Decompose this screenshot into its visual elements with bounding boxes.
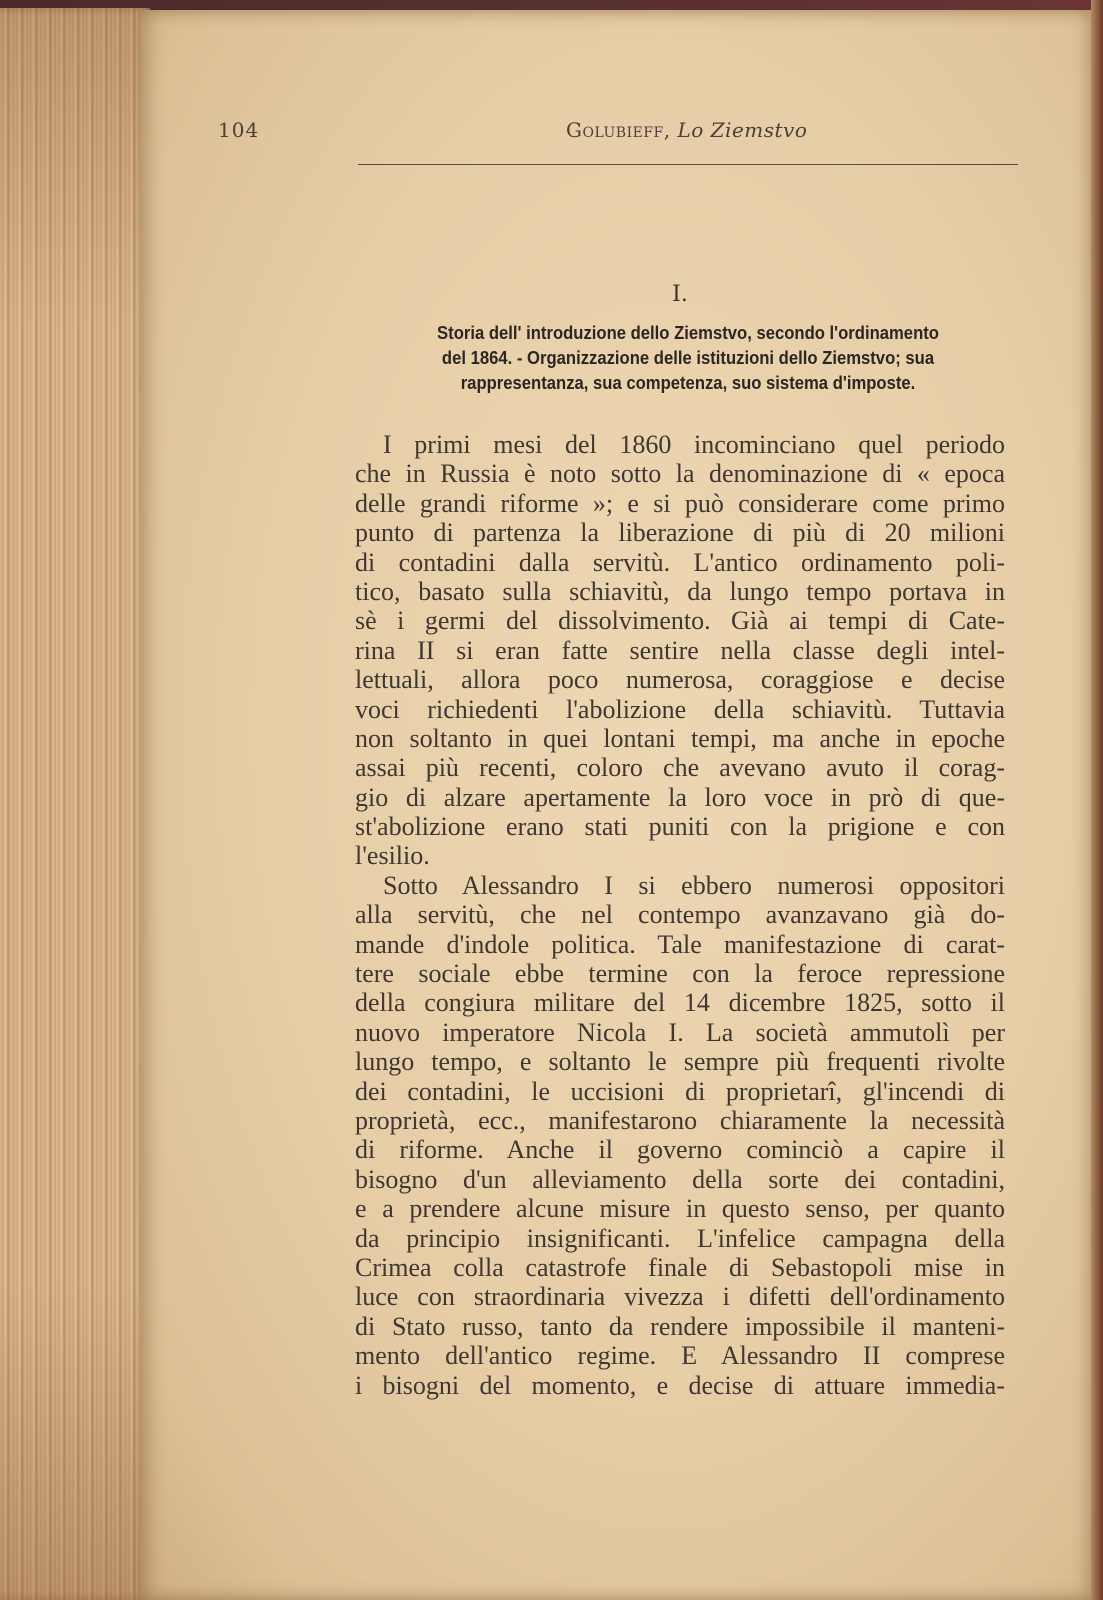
text-line: luce con straordinaria vivezza i difetti dell'ordinamento [355,1282,1005,1312]
text-line: che in Russia è noto sotto la denominazione di « epoca [355,459,1005,489]
text-line: Sotto Alessandro I si ebbero numerosi oppositori [383,870,1005,900]
text-line: nuovo imperatore Nicola I. La società ammutolì per [355,1017,1005,1047]
text-line: I primi mesi del 1860 incominciano quel periodo [383,430,1005,459]
text-line: tere sociale ebbe termine con la feroce repressione [355,959,1005,989]
text-line: di Stato russo, tanto da rendere impossibile il manteni- [355,1311,1005,1341]
header-work: Lo Ziemstvo [677,118,808,142]
book-cover-edge [1091,0,1103,1600]
text-line: lungo tempo, e soltanto le sempre più frequenti rivolte [355,1047,1005,1077]
text-line: gio di alzare apertamente la loro voce in prò di que- [355,782,1005,812]
section-heading-line: del 1864. - Organizzazione delle istituzioni dello Ziemstvo; sua [441,347,935,368]
text-line: mande d'indole politica. Tale manifestazione di carat- [355,929,1005,959]
running-head [218,118,1010,148]
text-line: tico, basato sulla schiavitù, da lungo tempo portava in [355,576,1005,606]
text-line: di contadini dalla servitù. L'antico ordinamento poli- [355,547,1005,577]
text-line: i bisogni del momento, e decise di attuare immedia- [355,1370,1005,1400]
text-line: punto di partenza la liberazione di più di 20 milioni [355,518,1005,548]
header-title [566,118,807,142]
text-line: voci richiedenti l'abolizione della schiavitù. Tuttavia [355,694,1005,724]
text-line: l'esilio. [355,841,430,871]
text-line: delle grandi riforme »; e si può considerare come primo [355,488,1005,518]
text-line: dei contadini, le uccisioni di proprietarî, gl'incendi di [355,1076,1005,1106]
text-line: proprietà, ecc., manifestarono chiaramente la necessità [355,1105,1005,1135]
text-line: alla servitù, che nel contempo avanzavano già do- [355,900,1005,930]
section-heading-line: Storia dell' introduzione dello Ziemstvo, secondo l'ordinamento [437,322,939,343]
section-heading [391,320,985,395]
text-line: bisogno d'un alleviamento della sorte dei contadini, [355,1164,1005,1194]
section-heading-line: rappresentanza, sua competenza, suo sistema d'imposte. [460,372,916,393]
header-rule [358,164,1018,165]
header-author: Golubieff, [566,118,671,142]
body-text [355,430,1005,1400]
text-line: mento dell'antico regime. E Alessandro II comprese [355,1341,1005,1371]
text-line: rina II si eran fatte sentire nella classe degli intel- [355,635,1005,665]
stacked-page-edges [0,8,150,1600]
text-line: e a prendere alcune misure in questo senso, per quanto [355,1194,1005,1224]
text-line: della congiura militare del 14 dicembre 1825, sotto il [355,988,1005,1018]
text-line: da principio insignificanti. L'infelice campagna della [355,1223,1005,1253]
section-number: I. [672,282,688,307]
text-line: lettuali, allora poco numerosa, coraggiose e decise [355,665,1005,695]
text-line: assai più recenti, coloro che avevano avuto il corag- [355,753,1005,783]
text-line: Crimea colla catastrofe finale di Sebastopoli mise in [355,1252,1005,1282]
page-number: 104 [218,118,260,142]
text-line: non soltanto in quei lontani tempi, ma anche in epoche [355,723,1005,753]
text-line: st'abolizione erano stati puniti con la prigione e con [355,812,1005,842]
text-line: sè i germi del dissolvimento. Già ai tempi di Cate- [355,606,1005,636]
text-line: di riforme. Anche il governo cominciò a capire il [355,1135,1005,1165]
